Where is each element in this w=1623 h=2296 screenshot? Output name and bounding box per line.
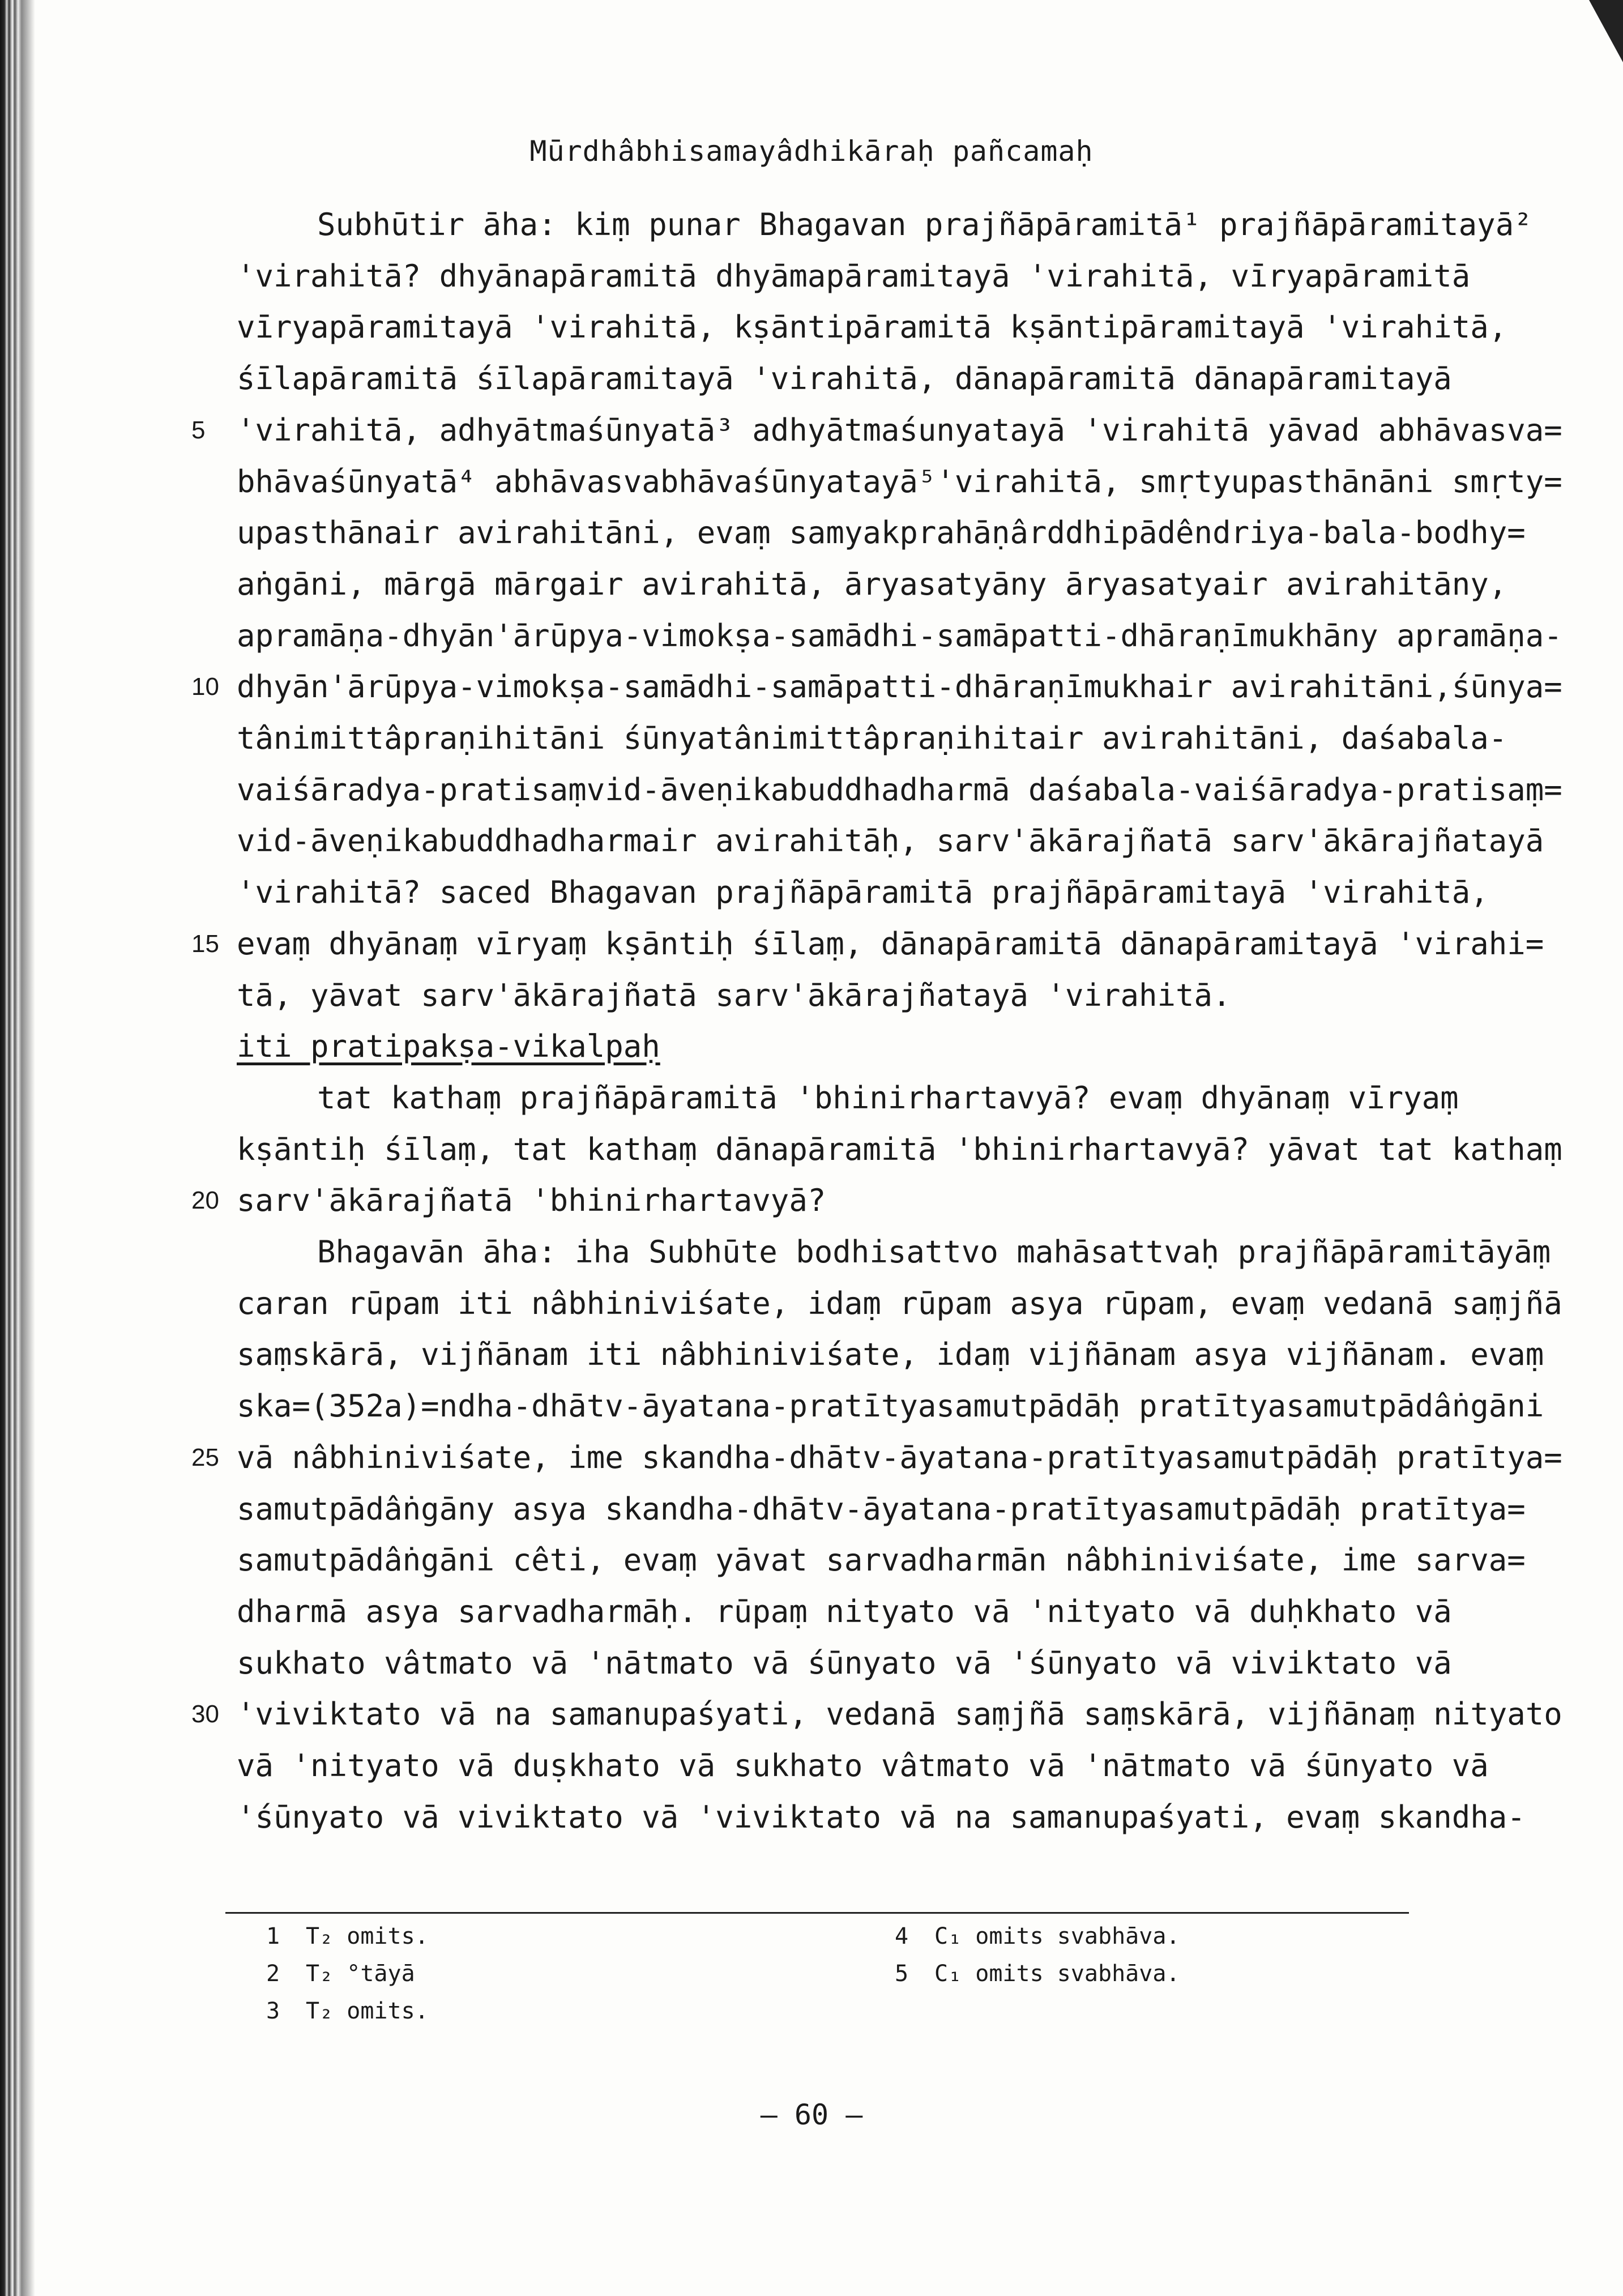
text-line: sarv'ākārajñatā 'bhinirhartavyā? <box>237 1183 826 1218</box>
footnote-4: 4 C₁ omits svabhāva. <box>895 1923 1180 1949</box>
binding-edge <box>0 0 35 2296</box>
footnote-1: 1 T₂ omits. <box>266 1923 429 1949</box>
text-line: iti pratipakṣa-vikalpaḥ <box>237 1028 660 1064</box>
text-line: caran rūpam iti nâbhiniviśate, idaṃ rūpam asya rūpam, evaṃ vedanā saṃjñā <box>237 1286 1562 1321</box>
text-line: vā 'nityato vā duṣkhato vā sukhato vâtmato vā 'nātmato vā śūnyato vā <box>237 1748 1489 1783</box>
text-line: vid-āveṇikabuddhadharmair avirahitāḥ, sarv'ākārajñatā sarv'ākārajñatayā <box>237 823 1544 859</box>
text-line: ska=(352a)=ndha-dhātv-āyatana-pratītyasamutpādāḥ pratītyasamutpādâṅgāni <box>237 1388 1544 1424</box>
text-line: samutpādâṅgāny asya skandha-dhātv-āyatana-pratītyasamutpādāḥ pratītya= <box>237 1491 1526 1527</box>
footnote-3: 3 T₂ omits. <box>266 1998 429 2024</box>
text-line: vīryapāramitayā 'virahitā, kṣāntipāramitā kṣāntipāramitayā 'virahitā, <box>237 309 1507 345</box>
text-line: dhyān'ārūpya-vimokṣa-samādhi-samāpatti-dhāraṇīmukhair avirahitāni,śūnya= <box>237 669 1562 705</box>
text-line: upasthānair avirahitāni, evaṃ samyakprahāṇârddhipādêndriya-bala-bodhy= <box>237 515 1526 550</box>
text-line: 'virahitā? dhyānapāramitā dhyāmapāramitayā 'virahitā, vīryapāramitā <box>237 258 1471 294</box>
text-line: kṣāntiḥ śīlaṃ, tat kathaṃ dānapāramitā 'bhinirhartavyā? yāvat tat kathaṃ <box>237 1132 1562 1167</box>
text-line: vā nâbhiniviśate, ime skandha-dhātv-āyatana-pratītyasamutpādāḥ pratītya= <box>237 1440 1562 1475</box>
text-line: aṅgāni, mārgā mārgair avirahitā, āryasatyāny āryasatyair avirahitāny, <box>237 566 1507 602</box>
text-line: apramāṇa-dhyān'ārūpya-vimokṣa-samādhi-samāpatti-dhāraṇīmukhāny apramāṇa- <box>237 618 1562 654</box>
line-number: 5 <box>191 416 206 444</box>
text-line: vaiśāradya-pratisaṃvid-āveṇikabuddhadharmā daśabala-vaiśāradya-pratisaṃ= <box>237 772 1562 808</box>
text-line: 'virahitā? saced Bhagavan prajñāpāramitā prajñāpāramitayā 'virahitā, <box>237 874 1489 910</box>
text-line: tat kathaṃ prajñāpāramitā 'bhinirhartavyā? evaṃ dhyānaṃ vīryaṃ <box>317 1080 1459 1116</box>
text-line: tā, yāvat sarv'ākārajñatā sarv'ākārajñatayā 'virahitā. <box>237 978 1231 1013</box>
text-line: tânimittâpraṇihitāni śūnyatânimittâpraṇihitair avirahitāni, daśabala- <box>237 720 1507 756</box>
text-line: Bhagavān āha: iha Subhūte bodhisattvo mahāsattvaḥ prajñāpāramitāyāṃ <box>317 1234 1551 1270</box>
page-number: — 60 — <box>760 2098 863 2131</box>
text-line: samutpādâṅgāni cêti, evaṃ yāvat sarvadharmān nâbhiniviśate, ime sarva= <box>237 1542 1526 1578</box>
line-number: 10 <box>191 673 219 701</box>
text-line: evaṃ dhyānaṃ vīryaṃ kṣāntiḥ śīlaṃ, dānapāramitā dānapāramitayā 'virahi= <box>237 926 1544 962</box>
scan-corner <box>1589 0 1623 62</box>
line-number: 30 <box>191 1700 219 1728</box>
running-header: Mūrdhâbhisamayâdhikāraḥ pañcamaḥ <box>529 135 1094 168</box>
footnote-rule <box>225 1912 1409 1914</box>
line-number: 15 <box>191 930 219 958</box>
line-number: 25 <box>191 1444 219 1471</box>
text-line: sukhato vâtmato vā 'nātmato vā śūnyato vā 'śūnyato vā viviktato vā <box>237 1645 1452 1681</box>
text-line: bhāvaśūnyatā⁴ abhāvasvabhāvaśūnyatayā⁵'virahitā, smṛtyupasthānāni smṛty= <box>237 464 1562 500</box>
line-number: 20 <box>191 1187 219 1214</box>
text-line: dharmā asya sarvadharmāḥ. rūpaṃ nityato vā 'nityato vā duḥkhato vā <box>237 1594 1452 1629</box>
text-line: 'viviktato vā na samanupaśyati, vedanā saṃjñā saṃskārā, vijñānaṃ nityato <box>237 1696 1562 1732</box>
text-line: saṃskārā, vijñānam iti nâbhiniviśate, idaṃ vijñānam asya vijñānam. evaṃ <box>237 1337 1544 1372</box>
text-line: śīlapāramitā śīlapāramitayā 'virahitā, dānapāramitā dānapāramitayā <box>237 361 1452 396</box>
footnote-5: 5 C₁ omits svabhāva. <box>895 1961 1180 1987</box>
text-line: 'śūnyato vā viviktato vā 'viviktato vā na samanupaśyati, evaṃ skandha- <box>237 1799 1526 1835</box>
footnote-2: 2 T₂ °tāyā <box>266 1961 415 1987</box>
text-line: Subhūtir āha: kiṃ punar Bhagavan prajñāpāramitā¹ prajñāpāramitayā² <box>317 207 1532 242</box>
text-line: 'virahitā, adhyātmaśūnyatā³ adhyātmaśunyatayā 'virahitā yāvad abhāvasva= <box>237 412 1562 448</box>
